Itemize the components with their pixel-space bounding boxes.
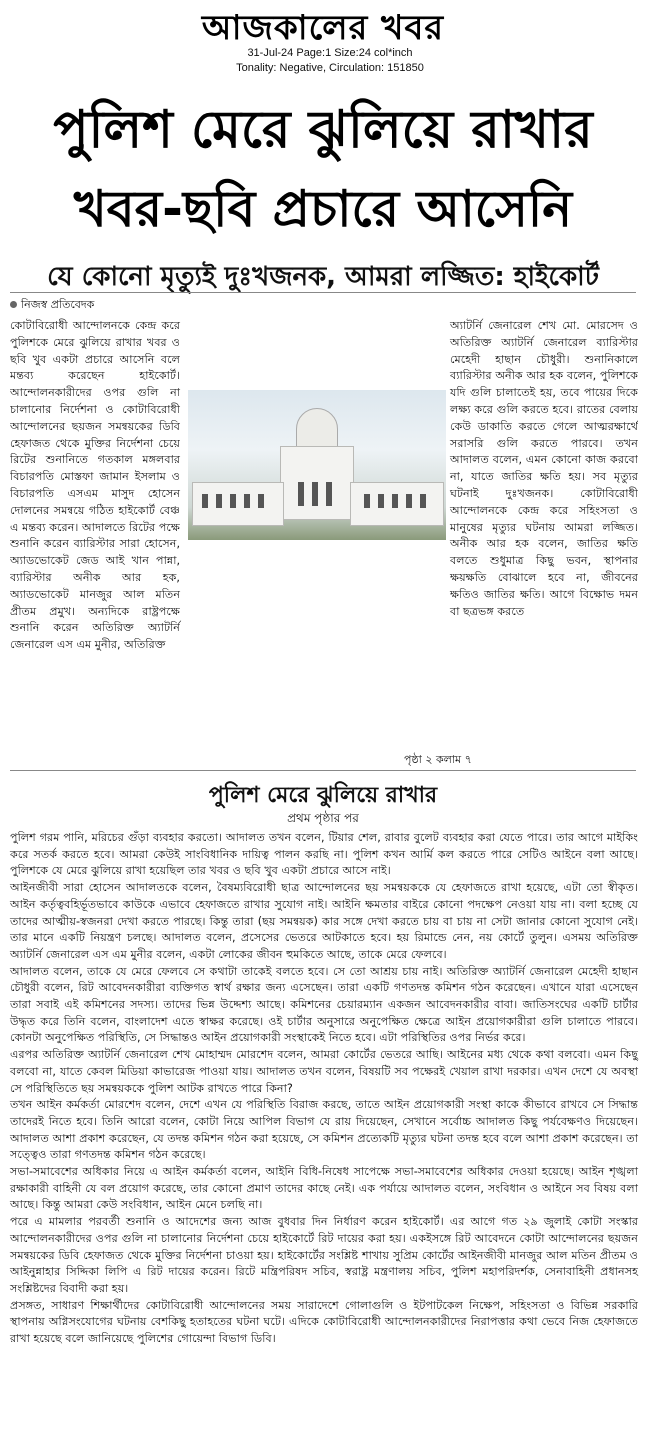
- article-paragraph: সভা-সমাবেশের অধিকার নিয়ে এ আইন কর্মকর্তা বলেন, আইনি বিধি-নিষেধ সাপেক্ষে সভা-সমাবেশের অধিকার দেওয়া হয়েছে। আইন শৃঙ্খলা রক্ষাকারী বাহিনী যে বল প্রয়োগ করেছে, তার কোনো প্রমাণ তাদের কাছে নেই। এক পর্যায়ে আদালত বলেন, সংবিধান ও আইনে সব বিষয় বলা আছে। কিন্তু আমরা কেউ সংবিধান, আইন মেনে চলছি না।: [10, 1165, 638, 1212]
- divider: [10, 292, 636, 293]
- article-paragraph: প্রসঙ্গত, সাধারণ শিক্ষার্থীদের কোটাবিরোধী আন্দোলনের সময় সারাদেশে গোলাগুলি ও ইটপাটকেল নিক্ষেপ, সহিংসতা ও বিভিন্ন সরকারি স্থাপনায় অগ্নিসংযোগের ঘটনায় বেশকিছু হতাহতের ঘটনা ঘটে। এদিকে কোটাবিরোধী আন্দোলনকারীদের নিরাপত্তার কথা ভেবে নিজ হেফাজতে রাখা হয়েছে বলে জানিয়েছে পুলিশের গোয়েন্দা বিভাগ ডিবি।: [10, 1298, 638, 1346]
- byline-text: নিজস্ব প্রতিবেদক: [21, 298, 95, 311]
- clipping-meta: [200, 46, 460, 76]
- bullet-icon: [10, 301, 17, 308]
- high-court-photo: [188, 390, 446, 540]
- article-paragraph: পুলিশ গরম পানি, মরিচের গুঁড়া ব্যবহার করতো। আদালত তখন বলেন, টিয়ার শেল, রাবার বুলেট ব্যবহার করা যেতে পারে। তার আগে মাইকিং করে সতর্ক করতে হবে। আমরা কেউই সাংবিধানিক দায়িত্ব পালন করছি না। পুলিশ কখন আর্মি কল করতে পারে সেটিও আইনে বলা আছে। পুলিশকে যে মেরে ঝুলিয়ে রাখা হয়েছিল তার খবর ও ছবি খুব একটা প্রচারে আসে নাই।: [10, 831, 638, 878]
- article-paragraph: পরে এ মামলার পরবর্তী শুনানি ও আদেশের জন্য আজ বুধবার দিন নির্ধারণ করেন হাইকোর্ট। এর আগে গত ২৯ জুলাই কোটা সংস্কার আন্দোলনকারীদের ওপর গুলি না চালানোর নির্দেশনা চেয়ে হাইকোর্টে রিট দায়ের করা হয়। একইসঙ্গে রিট আবেদনে কোটা আন্দোলনের ছয়জন সমন্বয়কের ডিবি হেফাজত থেকে মুক্তির নির্দেশনা চাওয়া হয়। হাইকোর্টের সংশ্লিষ্ট শাখায় সুপ্রিম কোর্টের আইনজীবী মানজুর আল মতিন প্রীতম ও আইনুন্নাহার সিদ্দিকা লিপি এ রিট দায়ের করেন। রিটে মন্ত্রিপরিষদ সচিব, স্বরাষ্ট্র মন্ত্রণালয় সচিব, পুলিশ মহাপরিদর্শক, সেনাবাহিনী প্রধানসহ সংশ্লিষ্টদের বিবাদী করা হয়।: [10, 1215, 638, 1295]
- meta-line-tonality: Tonality: Negative, Circulation: 151850: [236, 62, 424, 74]
- lead-left-text: কোটাবিরোধী আন্দোলনকে কেন্দ্র করে পুলিশকে মেরে ঝুলিয়ে রাখার খবর ও ছবি খুব একটা প্রচারে আসেনি বলে মন্তব্য করেছেন হাইকোর্ট। আন্দোলনকারীদের ওপর গুলি না চালানোর নির্দেশনা ও কোটাবিরোধী আন্দোলনের ছয়জন সমন্বয়কের ডিবি হেফাজত থেকে মুক্তির নির্দেশনা চেয়ে রিটের শুনানিতে গতকাল মঙ্গলবার বিচারপতি মোস্তফা জামান ইসলাম ও বিচারপতি এসএম মাসুদ হোসেন দোলনের সমন্বয়ে গঠিত হাইকোর্ট বেঞ্চ এ মন্তব্য করেন। আদালতে রিটের পক্ষে শুনানি করেন ব্যারিস্টার সারা হোসেন, অ্যাডভোকেট জেড আই খান পান্না, ব্যারিস্টার অনীক আর হক, অ্যাডভোকেট মানজুর আল মতিন প্রীতম প্রমুখ। অন্যদিকে রাষ্ট্রপক্ষে শুনানি করেন অতিরিক্ত অ্যাটর্নি জেনারেল এস এম মুনীর, অতিরিক্ত: [10, 319, 180, 652]
- dome-shape: [296, 408, 338, 450]
- subheadline: যে কোনো মৃত্যুই দুঃখজনক, আমরা লজ্জিত: হাইকোর্ট: [47, 262, 599, 292]
- headline-line-1: পুলিশ মেরে ঝুলিয়ে রাখার: [53, 100, 593, 160]
- article-paragraph: আইনজীবী সারা হোসেন আদালতকে বলেন, বৈষম্যবিরোধী ছাত্র আন্দোলনের ছয় সমন্বয়ককে যে হেফাজতে রাখা হয়েছে, এটা তো স্বীকৃত। আইন কর্তৃত্ববহির্ভূতভাবে কাউকে এভাবে হেফাজতে রাখার সুযোগ নাই। আইনি ক্ষমতার বাইরে কোনো পদক্ষেপ নেওয়া যায় না। বলা হচ্ছে যে তাদের আত্মীয়-স্বজনরা দেখা করতে পারছে। কিন্তু তারা (ছয় সমন্বয়ক) কার সঙ্গে দেখা করতে চায় বা চায় না সেটা জানার কোনো সুযোগ নেই। তার মানে একটি নিয়ন্ত্রণ চলছে। আদালত বলেন, প্রসেসের ভেতরে আটকাতে হবে। হয় রিমান্ডে নেন, নয় কোর্টে তুলুন। এসময় অতিরিক্ত অ্যাটর্নি জেনারেল এস এম মুনীর বলেন, একটা লোকের জীবন হুমকিতে আছে, তাকে মেরে ফেলবে।: [10, 881, 638, 961]
- headline-line-2: খবর-ছবি প্রচারে আসেনি: [73, 180, 573, 238]
- inner-headline: পুলিশ মেরে ঝুলিয়ে রাখার: [208, 783, 438, 808]
- article-paragraph: এরপর অতিরিক্ত অ্যাটর্নি জেনারেল শেখ মোহাম্মদ মোরশেদ বলেন, আমরা কোর্টের ভেতরে আছি। আইনের মধ্য থেকে কথা বলবো। এমন কিছু বলবো না, যাতে কেবল মিডিয়া কাভারেজ পাওয়া যায়। আদালত তখন বলেন, বিষয়টি সব পক্ষেরই খেয়াল রাখা দরকার। এখন দেশে যে অবস্থা সে পরিস্থিতিতে ছয় সমন্বয়ককে পুলিশ আটক রাখতে পারে কিনা?: [10, 1048, 638, 1095]
- continued-note: পৃষ্ঠা ২ কলাম ৭: [404, 753, 472, 766]
- section-divider: [10, 770, 636, 771]
- byline: [10, 296, 94, 315]
- lead-right-text: অ্যাটর্নি জেনারেল শেখ মো. মোরসেদ ও অতিরিক্ত অ্যাটর্নি জেনারেল ব্যারিস্টার মেহেদী হাছান চৌধুরী। শুনানিকালে ব্যারিস্টার অনীক আর হক বলেন, পুলিশকে যদি গুলি চালাতেই হয়, তবে পায়ের দিকে লক্ষ্য করে গুলি করতে হবে। রাতের বেলায় কেউ ডাকাতি করতে গেলে আত্মরক্ষার্থে সরাসরি গুলি করতে পারবে। তখন আদালত বলেন, এমন কোনো কাজ করবো না, যাতে জাতির ক্ষতি হয়। সব মৃত্যুর ঘটনাই দুঃখজনক। কোটাবিরোধী আন্দোলনকে কেন্দ্র করে সহিংসতা ও মানুষের মৃত্যুর ঘটনায় আমরা লজ্জিত। অনীক আর হক বলেন, জাতির ক্ষতি বলতে শুধুমাত্র কিছু ভবন, স্থাপনার ক্ষয়ক্ষতি বোঝালে হবে না, জীবনের ক্ষতিও জাতির ক্ষতি। আগে বিক্ষোভ দমন বা ছত্রভঙ্গ করতে: [450, 319, 638, 618]
- article-paragraph: তখন আইন কর্মকর্তা মোরশেদ বলেন, দেশে এখন যে পরিস্থিতি বিরাজ করছে, তাতে আইন প্রয়োগকারী সংস্থা কাকে কীভাবে রাখবে সে সিদ্ধান্ত তাদেরই নিতে হবে। তিনি আরো বলেন, কোটা নিয়ে আপিল বিভাগ যে রায় দিয়েছেন, সেখানে সর্বোচ্চ আদালত কিছু পর্যবেক্ষণও দিয়েছেন। আদালত আশা প্রকাশ করেছেন, যে তদন্ত কমিশন গঠন করা হয়েছে, সে কমিশন প্রত্যেকটি মৃত্যুর ঘটনা তদন্ত হবে বলে আশা প্রকাশ করেছেন। তা সত্ত্বেও তারা গণতদন্ত কমিশন গঠন করেছে।: [10, 1098, 638, 1162]
- meta-line-page: 31-Jul-24 Page:1 Size:24 col*inch: [247, 47, 413, 59]
- newspaper-masthead: আজকালের খবর: [201, 8, 445, 48]
- inner-subhead: প্রথম পৃষ্ঠার পর: [287, 811, 359, 825]
- article-body: [10, 830, 638, 1348]
- article-paragraph: আদালত বলেন, তাকে যে মেরে ফেলবে সে কথাটা তাকেই বলতে হবে। সে তো আশ্রয় চায় নাই। অতিরিক্ত অ্যাটর্নি জেনারেল মেহেদী হাছান চৌধুরী বলেন, রিট আবেদনকারীরা ব্যক্তিগত স্বার্থ রক্ষার জন্য এসেছেন। তারা একটি গণতদন্ত কমিশন গঠন করেছেন। এখানে যারা এসেছেন তারা সবাই এই কমিশনের সদস্য। তাদের ভিন্ন উদ্দেশ্য আছে। কমিশনের চেয়ারম্যান একজন আবেদনকারীর বাবা। জাতিসংঘের একটি চার্টার উদ্ধৃত করে তিনি বলেন, বাংলাদেশ এতে স্বাক্ষর করেছে। ওই চার্টার অনুসারে অনুপেক্ষিত ক্ষেত্রে আইন প্রয়োগকারীরা গুলি চালাতে পারবে। কোনটা অনুপেক্ষিত পরিস্থিতি, সে সিদ্ধান্তও আইন প্রয়োগকারী সংস্থাকেই নিতে হবে। এটা পরিস্থিতির ওপর নির্ভর করে।: [10, 964, 638, 1045]
